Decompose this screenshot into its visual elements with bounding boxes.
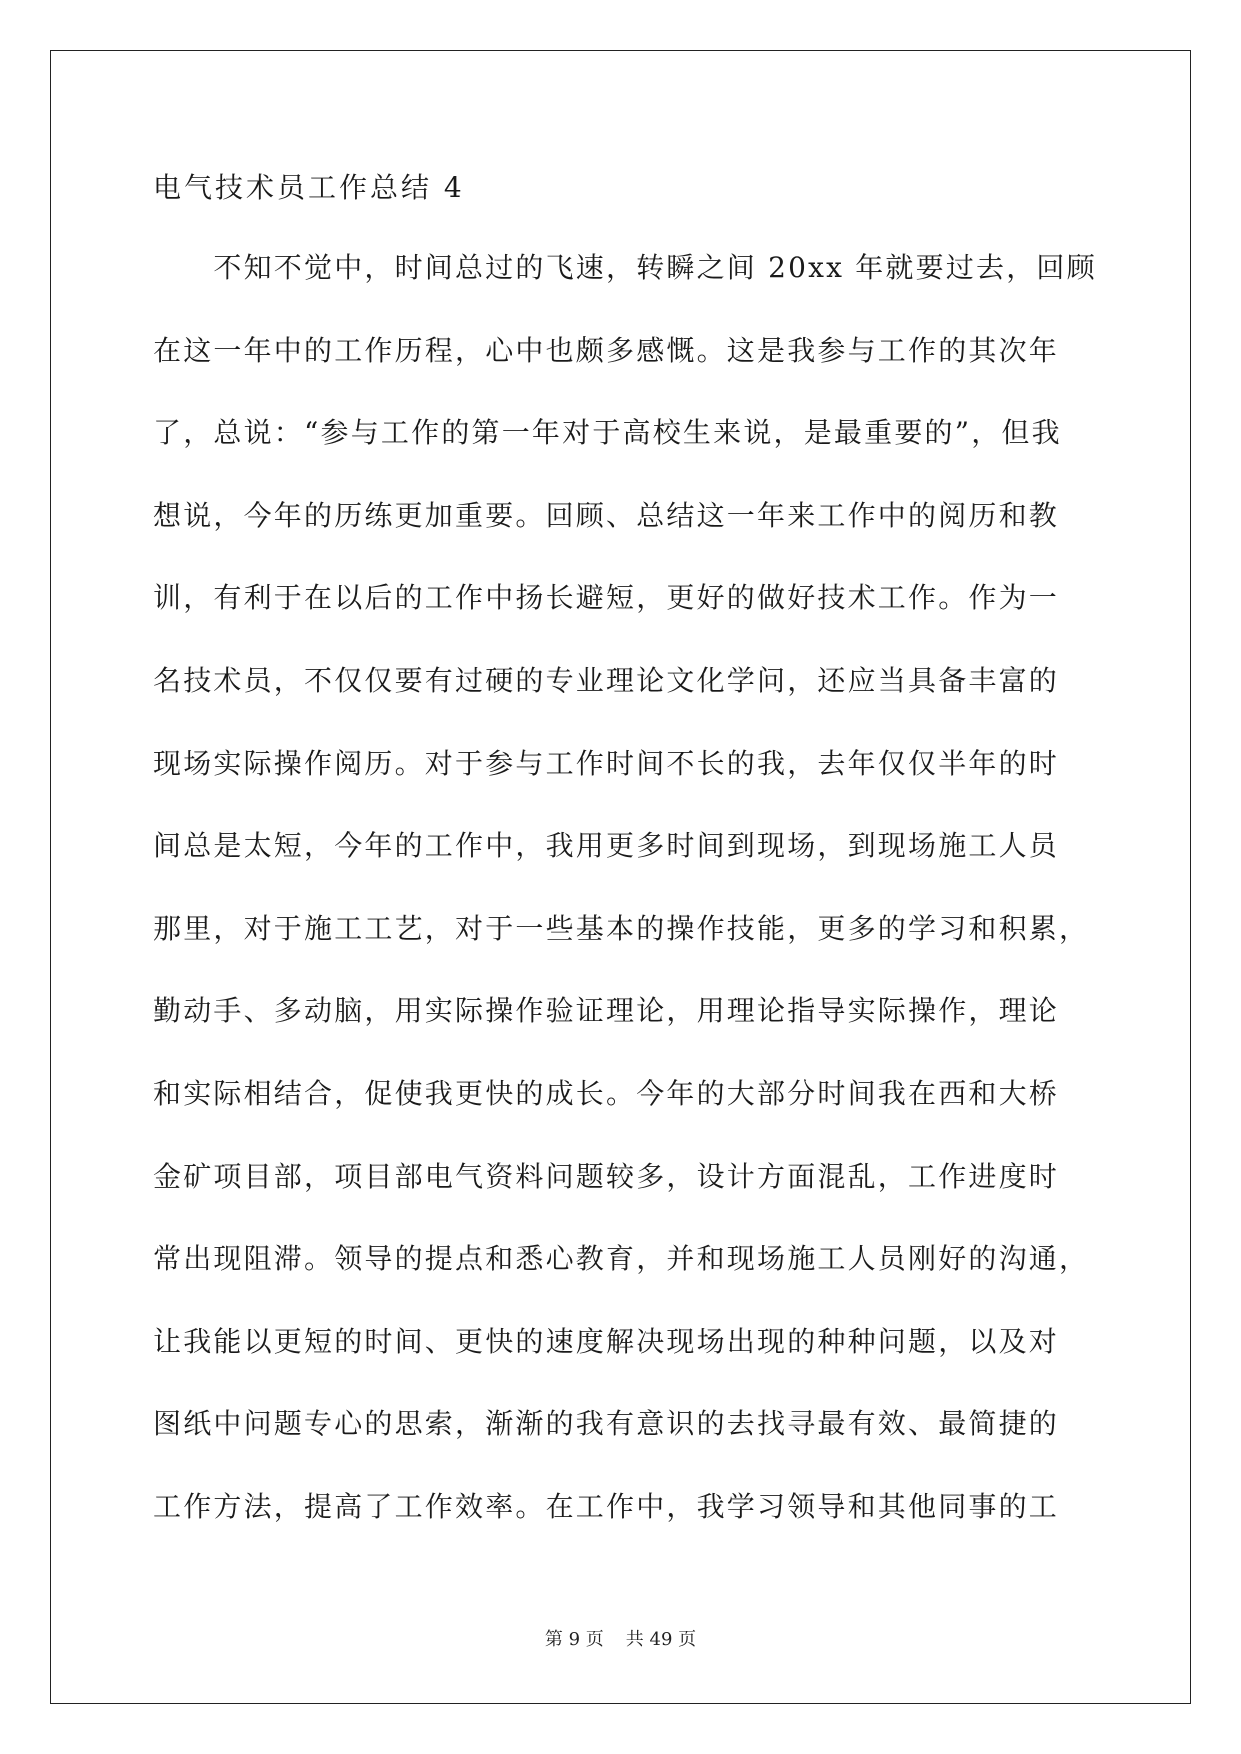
body-line: 名技术员，不仅仅要有过硬的专业理论文化学问，还应当具备丰富的 (153, 663, 1060, 697)
body-line: 想说，今年的历练更加重要。回顾、总结这一年来工作中的阅历和教 (153, 498, 1060, 532)
document-body (153, 248, 1113, 1570)
body-line: 常出现阻滞。领导的提点和悉心教育，并和现场施工人员刚好的沟通， (153, 1242, 1090, 1276)
body-line: 了，总说：“参与工作的第一年对于高校生来说，是最重要的”，但我 (153, 416, 1062, 450)
document-title: 电气技术员工作总结 4 (153, 171, 465, 204)
body-line: 勤动手、多动脑，用实际操作验证理论，用理论指导实际操作，理论 (153, 994, 1060, 1028)
page-footer (0, 1628, 1241, 1652)
body-line: 现场实际操作阅历。对于参与工作时间不长的我，去年仅仅半年的时 (153, 746, 1060, 780)
body-line: 金矿项目部，项目部电气资料问题较多，设计方面混乱，工作进度时 (153, 1159, 1060, 1193)
page-total: 共 49 页 (625, 1629, 697, 1650)
body-line: 在这一年中的工作历程，心中也颇多感慨。这是我参与工作的其次年 (153, 333, 1060, 367)
body-line: 让我能以更短的时间、更快的速度解决现场出现的种种问题，以及对 (153, 1324, 1060, 1358)
page-number: 第 9 页 (544, 1629, 604, 1650)
body-line: 不知不觉中，时间总过的飞速，转瞬之间 20xx 年就要过去，回顾 (153, 251, 1097, 284)
body-line: 和实际相结合，促使我更快的成长。今年的大部分时间我在西和大桥 (153, 1076, 1060, 1110)
body-line: 训，有利于在以后的工作中扬长避短，更好的做好技术工作。作为一 (153, 581, 1060, 615)
body-line: 那里，对于施工工艺，对于一些基本的操作技能，更多的学习和积累， (153, 911, 1090, 945)
body-line: 图纸中问题专心的思索，渐渐的我有意识的去找寻最有效、最简捷的 (153, 1407, 1060, 1441)
body-line: 工作方法，提高了工作效率。在工作中，我学习领导和其他同事的工 (153, 1489, 1060, 1523)
body-line: 间总是太短，今年的工作中，我用更多时间到现场，到现场施工人员 (153, 829, 1060, 863)
